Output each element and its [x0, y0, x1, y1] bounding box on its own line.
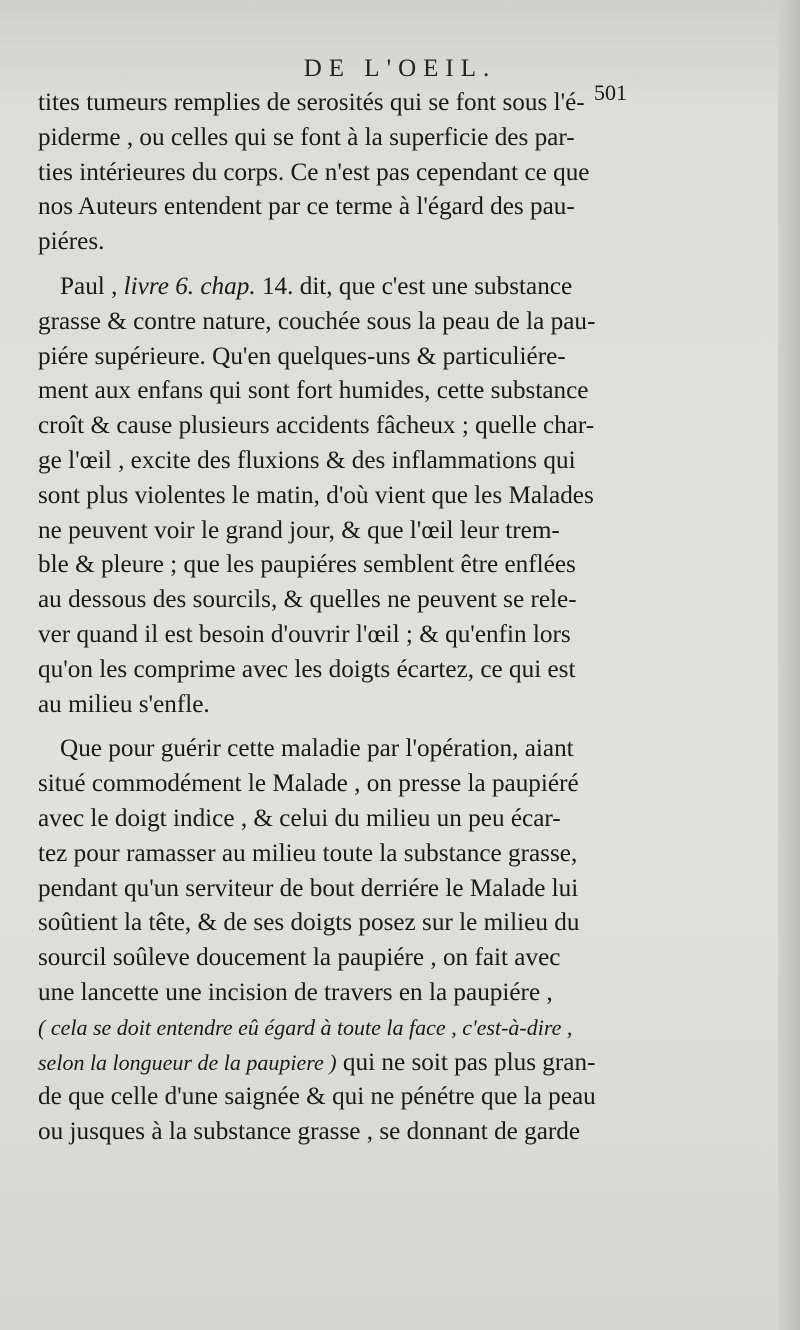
- text-line: nos Auteurs entendent par ce terme à l'égard des pau-: [38, 193, 575, 221]
- text-line: [38, 1046, 660, 1081]
- text-line: situé commodément le Malade , on presse la paupiéré: [38, 770, 579, 798]
- text-line: au dessous des sourcils, & quelles ne peuvent se rele-: [38, 586, 577, 614]
- text-line: ties intérieures du corps. Ce n'est pas cependant ce que: [38, 158, 590, 186]
- paragraph-3: [38, 732, 660, 1150]
- text-line: pendant qu'un serviteur de bout derriére le Malade lui: [38, 874, 579, 902]
- running-title: DE L'OEIL.: [303, 55, 497, 82]
- text-line: ver quand il est besoin d'ouvrir l'œil ; & qu'enfin lors: [38, 620, 571, 648]
- text-line: une lancette une incision de travers en la paupiére ,: [38, 978, 553, 1006]
- text-run: 14. dit, que c'est une substance: [255, 272, 573, 300]
- text-line: sont plus violentes le matin, d'où vient que les Malades: [38, 481, 594, 509]
- text-line: ge l'œil , excite des fluxions & des inflammations qui: [38, 446, 576, 474]
- text-run: qui ne soit pas plus gran-: [336, 1048, 596, 1076]
- text-line: [38, 270, 660, 305]
- paragraph-2: [38, 270, 660, 722]
- text-line: sourcil soûleve doucement la paupiére , on fait avec: [38, 944, 561, 972]
- text-line: Que pour guérir cette maladie par l'opération, aiant: [60, 735, 574, 763]
- text-run: Paul ,: [60, 272, 124, 300]
- text-line: avec le doigt indice , & celui du milieu un peu écar-: [38, 804, 561, 832]
- page-edge: [778, 0, 800, 1330]
- text-line: ment aux enfans qui sont fort humides, cette substance: [38, 377, 589, 405]
- paragraph-1: [38, 86, 660, 260]
- text-line: piéres.: [38, 228, 105, 256]
- text-line: grasse & contre nature, couchée sous la peau de la pau-: [38, 307, 596, 335]
- text-line: ou jusques à la substance grasse , se donnant de garde: [38, 1118, 581, 1146]
- text-line: piderme , ou celles qui se font à la superficie des par-: [38, 123, 575, 151]
- text-line: au milieu s'enfle.: [38, 690, 210, 718]
- text-line: ne peuvent voir le grand jour, & que l'œil leur trem-: [38, 516, 560, 544]
- page-number: 501: [594, 80, 627, 105]
- text-line: tez pour ramasser au milieu toute la substance grasse,: [38, 839, 578, 867]
- text-line: de que celle d'une saignée & qui ne pénétre que la peau: [38, 1083, 596, 1111]
- text-line: soûtient la tête, & de ses doigts posez sur le milieu du: [38, 909, 580, 937]
- text-line: croît & cause plusieurs accidents fâcheux ; quelle char-: [38, 412, 595, 440]
- text-line: qu'on les comprime avec les doigts écartez, ce qui est: [38, 655, 576, 683]
- text-line: tites tumeurs remplies de serosités qui se font sous l'é-: [38, 89, 585, 116]
- citation-italic: livre 6. chap.: [123, 272, 256, 300]
- text-line: piére supérieure. Qu'en quelques-uns & particuliére-: [38, 342, 566, 370]
- italic-gloss-line: ( cela se doit entendre eû égard à toute la face , c'est-à-dire ,: [38, 1014, 573, 1040]
- text-line: ble & pleure ; que les paupiéres semblent être enflées: [38, 551, 576, 579]
- body-text: [38, 86, 660, 1150]
- italic-gloss-run: selon la longueur de la paupiere ): [38, 1049, 337, 1075]
